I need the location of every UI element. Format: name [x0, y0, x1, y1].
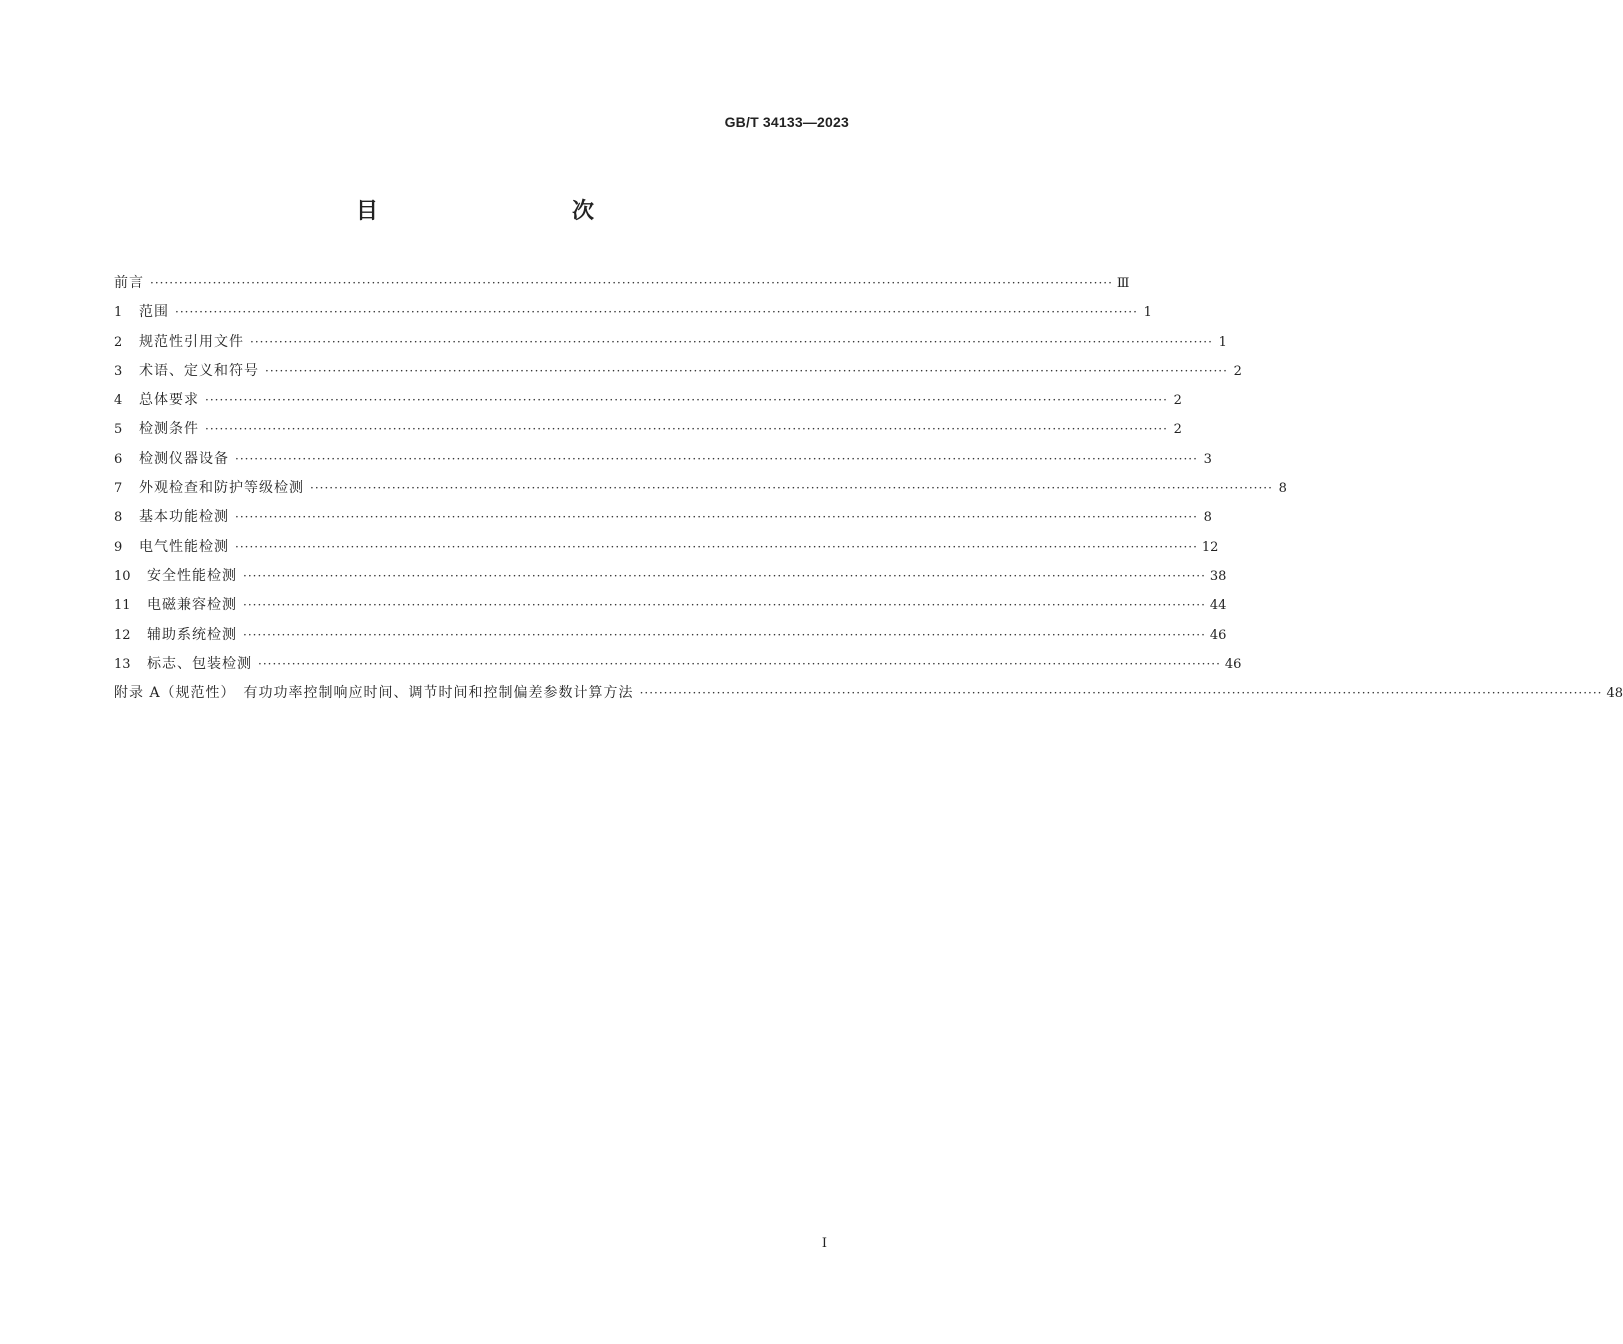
toc-entry-number: 5	[114, 422, 123, 438]
toc-dot-leader: ········································································································································································································	[205, 422, 1168, 437]
toc-entry-label: 检测仪器设备	[139, 450, 229, 467]
toc-entry[interactable]	[114, 328, 1227, 357]
toc-entry-label: 术语、定义和符号	[139, 362, 259, 379]
toc-entry-page: 1	[1218, 334, 1227, 350]
toc-dot-leader: ········································································································································································································	[639, 686, 1603, 701]
toc-entry-number: 10	[114, 568, 131, 584]
toc-dot-leader: ········································································································································································································	[243, 598, 1206, 613]
toc-dot-leader: ········································································································································································································	[258, 656, 1221, 671]
toc-entry-label: 安全性能检测	[147, 567, 237, 584]
toc-entry[interactable]	[114, 386, 1182, 415]
toc-entry[interactable]	[114, 503, 1212, 532]
toc-entry-label: 前言	[114, 275, 144, 291]
toc-entry-page: 48	[1606, 686, 1623, 702]
toc-dot-leader: ········································································································································································································	[250, 334, 1213, 349]
toc-entry-label: 电气性能检测	[139, 538, 229, 555]
toc-dot-leader: ········································································································································································································	[265, 363, 1228, 378]
toc-entry-page: 12	[1201, 539, 1219, 555]
toc-entry-number: 9	[114, 539, 123, 555]
toc-dot-leader: ········································································································································································································	[310, 481, 1273, 496]
toc-entry-number: 6	[114, 451, 123, 467]
toc-entry[interactable]	[114, 562, 1227, 591]
toc-entry-label: 范围	[139, 304, 169, 321]
toc-entry-label: 基本功能检测	[139, 509, 229, 526]
toc-dot-leader: ········································································································································································································	[243, 627, 1206, 642]
toc-entry-page: 2	[1173, 393, 1182, 409]
toc-dot-leader: ········································································································································································································	[150, 276, 1113, 290]
toc-dot-leader: ········································································································································································································	[205, 393, 1168, 408]
toc-dot-leader: ········································································································································································································	[235, 510, 1198, 525]
toc-entry-page: Ⅲ	[1116, 276, 1130, 291]
toc-dot-leader: ········································································································································································································	[235, 539, 1198, 554]
toc-entry[interactable]	[114, 269, 1130, 298]
toc-entry[interactable]	[114, 621, 1227, 650]
toc-entry-page: 2	[1233, 363, 1242, 379]
toc-entry[interactable]	[114, 298, 1152, 327]
toc-entry[interactable]	[114, 445, 1212, 474]
toc-entry-page: 1	[1143, 305, 1152, 321]
toc-entry-number: 3	[114, 363, 123, 379]
toc-entry-page: 2	[1173, 422, 1182, 438]
toc-entry[interactable]	[114, 415, 1182, 444]
toc-entry-number: 2	[114, 334, 123, 350]
table-of-contents	[114, 269, 1623, 708]
toc-entry-label: 附录 A（规范性） 有功功率控制响应时间、调节时间和控制偏差参数计算方法	[114, 685, 634, 702]
toc-entry-label: 外观检查和防护等级检测	[139, 480, 304, 497]
toc-entry-page: 3	[1203, 451, 1212, 467]
toc-entry-page: 46	[1224, 656, 1242, 672]
toc-entry-number: 7	[114, 481, 123, 497]
toc-entry-page: 46	[1209, 627, 1227, 643]
toc-entry-page: 8	[1203, 510, 1212, 526]
toc-entry-label: 标志、包装检测	[147, 655, 252, 672]
toc-entry-page: 38	[1209, 568, 1227, 584]
toc-entry[interactable]	[114, 650, 1242, 679]
toc-entry-page: 44	[1209, 598, 1227, 614]
toc-entry-label: 规范性引用文件	[139, 333, 244, 350]
toc-entry-number: 4	[114, 393, 123, 409]
toc-entry-number: 13	[114, 656, 131, 672]
toc-entry[interactable]	[114, 357, 1242, 386]
toc-dot-leader: ········································································································································································································	[235, 451, 1198, 466]
toc-entry-label: 电磁兼容检测	[147, 597, 237, 614]
toc-entry-label: 检测条件	[139, 421, 199, 438]
toc-entry-number: 12	[114, 627, 131, 643]
toc-entry-label: 总体要求	[139, 392, 199, 409]
toc-entry[interactable]	[114, 679, 1623, 708]
toc-title: 目 次	[355, 199, 644, 224]
toc-entry[interactable]	[114, 591, 1227, 620]
standard-code: GB/T 34133—2023	[724, 114, 849, 130]
toc-entry-number: 8	[114, 510, 123, 526]
toc-entry-page: 8	[1278, 481, 1287, 497]
toc-entry[interactable]	[114, 474, 1287, 503]
toc-entry[interactable]	[114, 533, 1219, 562]
toc-dot-leader: ········································································································································································································	[175, 305, 1138, 320]
toc-dot-leader: ········································································································································································································	[243, 568, 1206, 583]
page-number: I	[821, 1236, 827, 1251]
toc-entry-number: 11	[114, 598, 131, 614]
toc-entry-number: 1	[114, 305, 123, 321]
toc-entry-label: 辅助系统检测	[147, 626, 237, 643]
